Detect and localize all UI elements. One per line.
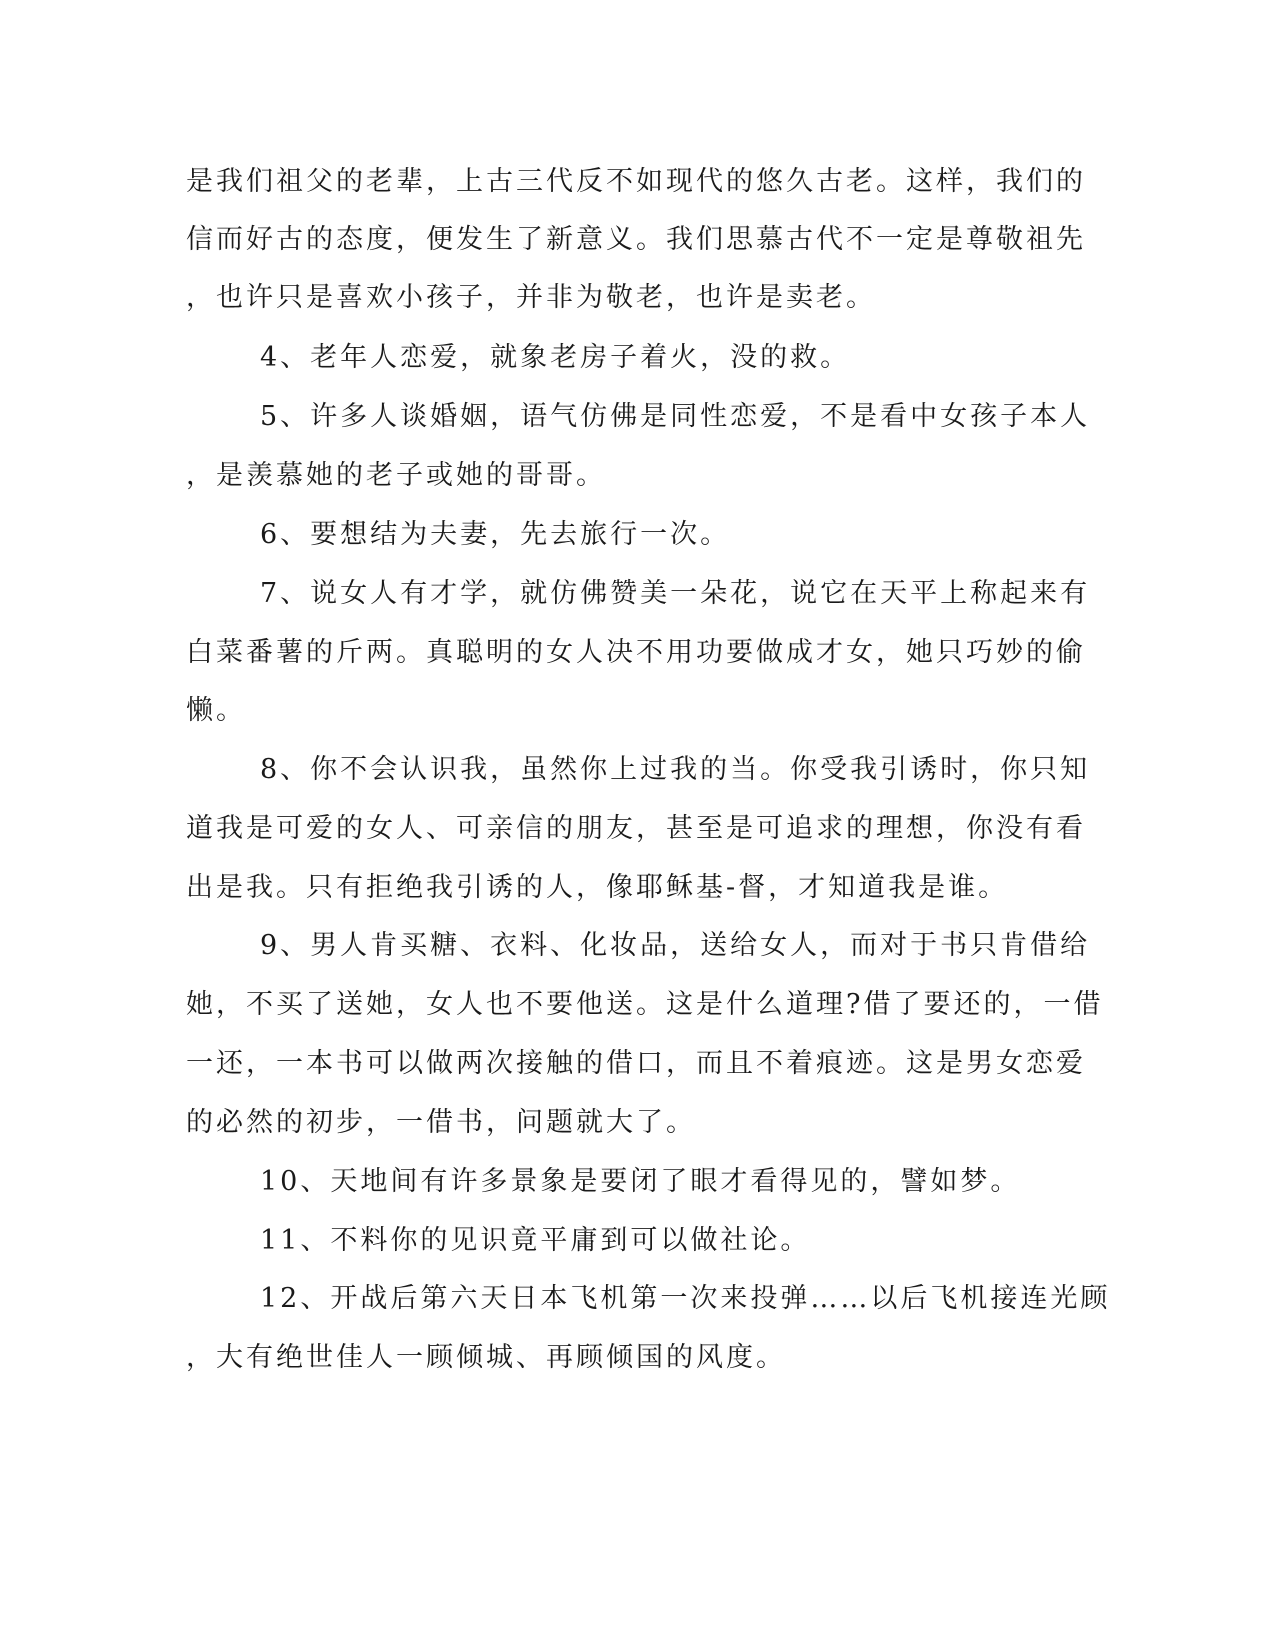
text-line: 是我们祖父的老辈，上古三代反不如现代的悠久古老。这样，我们的 [186,166,1086,197]
text-line: 一还，一本书可以做两次接触的借口，而且不着痕迹。这是男女恋爱 [186,1048,1086,1079]
text-line: ，是羡慕她的老子或她的哥哥。 [186,460,606,491]
text-line: ，也许只是喜欢小孩子，并非为敬老，也许是卖老。 [186,282,876,313]
paragraph-start-line: 12、开战后第六天日本飞机第一次来投弹……以后飞机接连光顾 [260,1283,1111,1314]
paragraph-start-line: 5、许多人谈婚姻，语气仿佛是同性恋爱，不是看中女孩子本人 [260,401,1091,432]
text-line: 她，不买了送她，女人也不要他送。这是什么道理?借了要还的，一借 [186,989,1104,1020]
paragraph-start-line: 10、天地间有许多景象是要闭了眼才看得见的，譬如梦。 [260,1166,1021,1197]
text-line: 出是我。只有拒绝我引诱的人，像耶稣基-督，才知道我是谁。 [186,872,1009,903]
text-line: 的必然的初步，一借书，问题就大了。 [186,1107,696,1138]
paragraph-start-line: 11、不料你的见识竟平庸到可以做社论。 [260,1225,811,1256]
text-line: 懒。 [186,695,246,726]
paragraph-start-line: 9、男人肯买糖、衣料、化妆品，送给女人，而对于书只肯借给 [260,930,1091,961]
text-line: 信而好古的态度，便发生了新意义。我们思慕古代不一定是尊敬祖先 [186,224,1086,255]
paragraph-start-line: 4、老年人恋爱，就象老房子着火，没的救。 [260,342,851,373]
text-line: 白菜番薯的斤两。真聪明的女人决不用功要做成才女，她只巧妙的偷 [186,637,1086,668]
paragraph-start-line: 7、说女人有才学，就仿佛赞美一朵花，说它在天平上称起来有 [260,578,1091,609]
paragraph-start-line: 8、你不会认识我，虽然你上过我的当。你受我引诱时，你只知 [260,754,1091,785]
text-line: 道我是可爱的女人、可亲信的朋友，甚至是可追求的理想，你没有看 [186,813,1086,844]
paragraph-start-line: 6、要想结为夫妻，先去旅行一次。 [260,519,731,550]
text-line: ，大有绝世佳人一顾倾城、再顾倾国的风度。 [186,1342,786,1373]
